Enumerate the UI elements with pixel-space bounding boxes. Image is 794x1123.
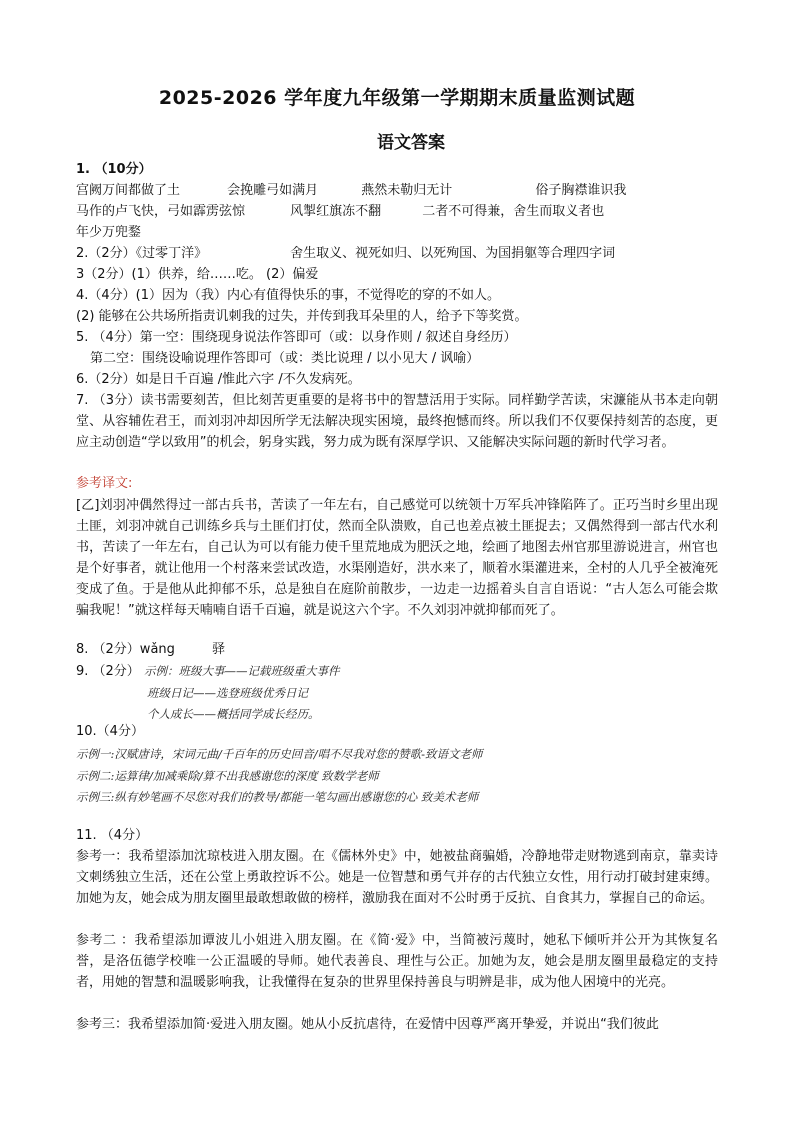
page-title: 2025-2026 学年度九年级第一学期期末质量监测试题 (158, 87, 636, 109)
q5-answer-1: 5. （4分）第一空：围绕现身说法作答即可（或：以身作则 / 叙述自身经历） (76, 330, 517, 345)
q11-heading: 11. （4分） (76, 828, 149, 843)
q11-reference-3: 参考三：我希望添加简·爱进入朋友圈。她从小反抗虐待，在爱情中因尊严离开挚爱，并说出“我们彼此 (76, 1017, 659, 1032)
q1-answer: 二者不可得兼，舍生而取义者也 (422, 204, 605, 219)
q1-answer: 燕然未勒归无计 (361, 183, 453, 198)
q3-answer: 3（2分）(1）供养，给……吃。 (2）偏爱 (76, 267, 319, 282)
q1-answer: 风掣红旗冻不翻 (290, 204, 382, 219)
q8-part-a: 8. （2分）wǎng (76, 642, 175, 657)
q10-heading: 10.（4分） (76, 724, 144, 739)
reference-translation: [乙]刘羽冲偶然得过一部古兵书，苦读了一年左右，自己感觉可以统领十万军兵冲锋陷阵了。正巧当时乡里出现土匪，刘羽冲就自己训练乡兵与土匪们打仗，然而全队溃败，自己也差点被土匪捉去；又偶然得到一部古代水利书，苦读了一年左右，自己认为可以有能力使千里荒地成为肥沃之地，绘画了地图去州官那里游说进言，州官也是个好事者，就让他用一个村落来尝试改造，水渠刚造好，洪水来了，顺着水渠灌进来，全村的人几乎全被淹死变成了鱼。于是他从此抑郁不乐，总是独自在庭阶前散步，一边走一边摇着头自言自语说：“古人怎么可能会欺骗我呢！”就这样每天喃喃自语千百遍，就是说这六个字。不久刘羽冲就抑郁而死了。 (76, 498, 718, 618)
q4-answer-1: 4.（4分）(1）因为（我）内心有值得快乐的事，不觉得吃的穿的不如人。 (76, 288, 501, 303)
q8-answer (76, 640, 726, 660)
q9-line-1 (76, 661, 726, 682)
q9-heading: 9. （2分） (76, 664, 140, 679)
q5-answer-2: 第二空：围绕设喻说理作答即可（或：类比说理 / 以小见大 / 讽喻） (90, 351, 480, 366)
q1-answer: 俗子胸襟谁识我 (535, 183, 627, 198)
q11-reference-2: 参考二 ：我希望添加谭波儿小姐进入朋友圈。在《简·爱》中，当简被污蔑时，她私下倾听并公开为其恢复名誉，是洛伍德学校唯一公正温暖的导师。她代表善良、理性与公正。加她为友，她会是朋友圈里最稳定的支持者，用她的智慧和温暖影响我，让我懂得在复杂的世界里保持善良与明辨是非，成为他人困境中的光亮。 (76, 933, 718, 990)
q9-example-1: 示例：班级大事——记载班级重大事件 (143, 664, 340, 678)
q1-answer: 会挽雕弓如满月 (227, 183, 319, 198)
q1-row-2 (76, 202, 726, 222)
q11-reference-1: 参考一：我希望添加沈琼枝进入朋友圈。在《儒林外史》中，她被盐商骗婚，冷静地带走财物逃到南京，靠卖诗文刺绣独立生活，还在公堂上勇敢控诉不公。她是一位智慧和勇气并存的古代独立女性，用行动打破封建束缚。加她为友，她会成为朋友圈里最敢想敢做的榜样，激励我在面对不公时勇于反抗、自食其力，掌握自己的命运。 (76, 849, 718, 906)
q7-answer: 7. （3分）读书需要刻苦，但比刻苦更重要的是将书中的智慧活用于实际。同样勤学苦读，宋濂能从书本走向朝堂、从容辅佐君王，而刘羽冲却因所学无法解决现实困境，最终抱憾而终。所以我们不仅要保持刻苦的态度，更应主动创造“学以致用”的机会，躬身实践，努力成为既有深厚学识、又能解决实际问题的新时代学习者。 (76, 393, 718, 450)
q2-part-a: 2.（2分）《过零丁洋》 (76, 246, 208, 261)
q1-row-3: 年少万兜鍪 (76, 225, 142, 240)
q8-part-b: 驿 (212, 642, 226, 657)
page-subtitle: 语文答案 (377, 133, 445, 153)
q1-row-1 (76, 181, 726, 201)
q2-part-b: 舍生取义、视死如归、以死殉国、为国捐躯等合理四字词 (290, 246, 616, 261)
q6-answer: 6.（2分）如是日千百遍 /惟此六字 /不久发病死。 (76, 372, 361, 387)
q10-example-1: 示例一:汉赋唐诗，宋词元曲/千百年的历史回音/唱不尽我对您的赞歌-致语文老师 (76, 747, 483, 761)
q10-example-3: 示例三:纵有妙笔画不尽您对我们的教导/都能一笔勾画出感谢您的心 致美术老师 (76, 790, 479, 804)
q9-example-2: 班级日记——选登班级优秀日记 (147, 686, 308, 700)
q1-heading: 1. （10分） (76, 162, 152, 177)
q1-answer: 宫阙万间都做了土 (76, 183, 181, 198)
q4-answer-2: (2) 能够在公共场所指责讥刺我的过失，并传到我耳朵里的人，给予下等奖赏。 (76, 309, 528, 324)
q2-answer (76, 244, 726, 264)
q10-example-2: 示例二:运算律/加减乘除/算不出我感谢您的深度 致数学老师 (76, 769, 379, 783)
q9-example-3: 个人成长——概括同学成长经历。 (147, 707, 320, 721)
reference-translation-label: 参考译文: (76, 476, 133, 491)
q1-answer: 马作的卢飞快，弓如霹雳弦惊 (76, 204, 246, 219)
